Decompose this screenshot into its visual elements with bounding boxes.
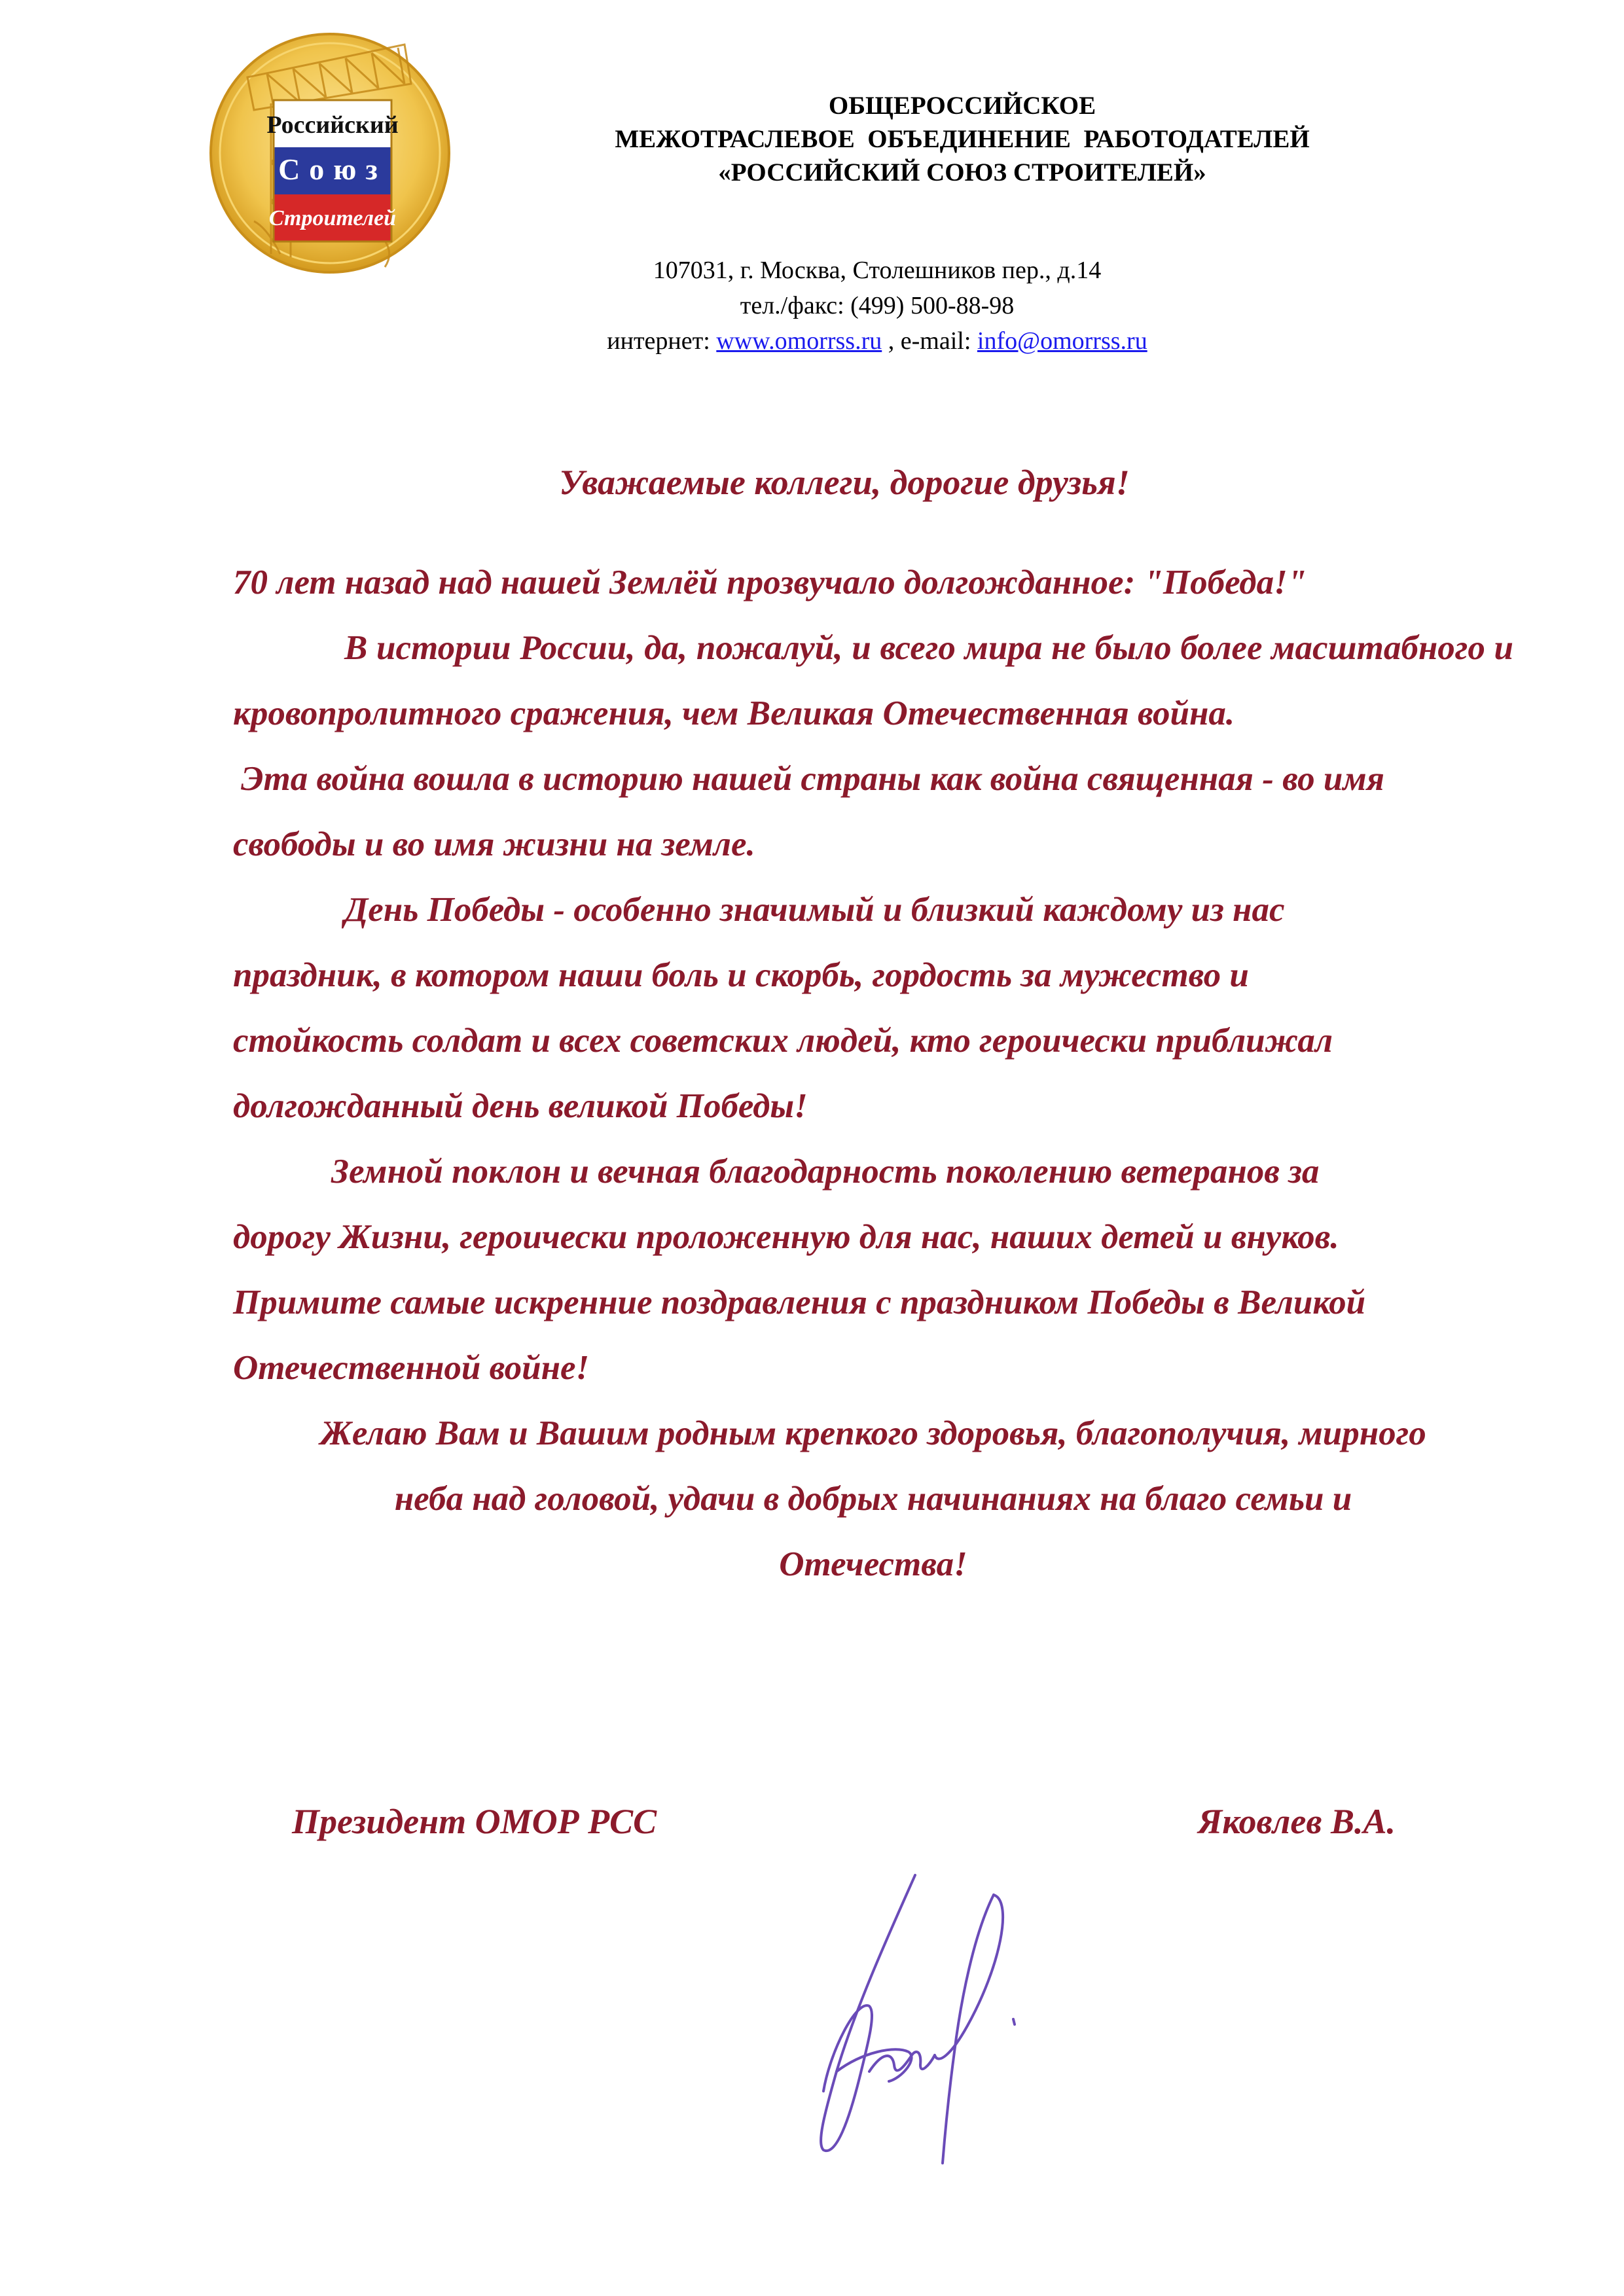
paragraph-5-line-2: дорогу Жизни, героически проложенную для нас, наших детей и внуков. bbox=[233, 1218, 1339, 1256]
signatory-name: Яковлев В.А. bbox=[1198, 1802, 1396, 1841]
handwritten-signature bbox=[778, 1856, 1085, 2196]
organization-name bbox=[524, 89, 1401, 189]
email-link[interactable]: info@omorrss.ru bbox=[977, 327, 1147, 355]
paragraph-6 bbox=[233, 1401, 1513, 1597]
paragraph-4-line-4: долгожданный день великой Победы! bbox=[233, 1087, 808, 1125]
contact-block bbox=[511, 253, 1244, 359]
svg-text:Строителей: Строителей bbox=[268, 206, 397, 230]
paragraph-5-line-1: Земной поклон и вечная благодарность поколению ветеранов за bbox=[331, 1153, 1320, 1191]
union-logo bbox=[208, 31, 452, 275]
paragraph-4-line-2: праздник, в котором наши боль и скорбь, гордость за мужество и bbox=[233, 956, 1249, 994]
letter-greeting: Уважаемые коллеги, дорогие друзья! bbox=[559, 463, 1130, 502]
org-line-3: «РОССИЙСКИЙ СОЮЗ СТРОИТЕЛЕЙ» bbox=[718, 158, 1206, 187]
svg-text:Российский: Российский bbox=[266, 111, 399, 139]
paragraph-4-line-1: День Победы - особенно значимый и близкий каждому из нас bbox=[344, 891, 1285, 929]
letter-body bbox=[233, 550, 1513, 1597]
paragraph-5-line-4: Отечественной войне! bbox=[233, 1349, 590, 1387]
paragraph-3: Эта война вошла в историю нашей страны как война священная - во имя свободы и во имя жизни на земле. bbox=[233, 760, 1384, 863]
web-email-line bbox=[511, 323, 1244, 359]
website-link[interactable]: www.omorrss.ru bbox=[716, 327, 882, 355]
svg-text:Союз: Союз bbox=[278, 152, 387, 186]
paragraph-2: В истории России, да, пожалуй, и всего мира не было более масштабного и кровопролитного сражения, чем Великая Отечественная война. bbox=[233, 629, 1513, 732]
phone: тел./факс: (499) 500-88-98 bbox=[740, 292, 1015, 319]
paragraph-6-line-2: неба над головой, удачи в добрых начинаниях на благо семьи и bbox=[394, 1480, 1352, 1518]
address: 107031, г. Москва, Столешников пер., д.14 bbox=[653, 257, 1102, 284]
paragraph-5-line-3: Примите самые искренние поздравления с праздником Победы в Великой bbox=[233, 1283, 1366, 1321]
signatory-title: Президент ОМОР РСС bbox=[292, 1802, 657, 1841]
org-line-2: МЕЖОТРАСЛЕВОЕ ОБЪЕДИНЕНИЕ РАБОТОДАТЕЛЕЙ bbox=[615, 125, 1310, 153]
internet-label: интернет: bbox=[607, 327, 717, 355]
paragraph-4 bbox=[233, 877, 1513, 1139]
email-label: , e-mail: bbox=[882, 327, 977, 355]
paragraph-6-line-3: Отечества! bbox=[779, 1545, 967, 1583]
paragraph-4-line-3: стойкость солдат и всех советских людей, кто героически приближал bbox=[233, 1022, 1333, 1060]
paragraph-6-line-1: Желаю Вам и Вашим родным крепкого здоровья, благополучия, мирного bbox=[320, 1414, 1426, 1452]
org-line-1: ОБЩЕРОССИЙСКОЕ bbox=[828, 92, 1096, 120]
paragraph-5 bbox=[233, 1139, 1513, 1401]
paragraph-1: 70 лет назад над нашей Землёй прозвучало долгожданное: "Победа!" bbox=[233, 564, 1307, 601]
